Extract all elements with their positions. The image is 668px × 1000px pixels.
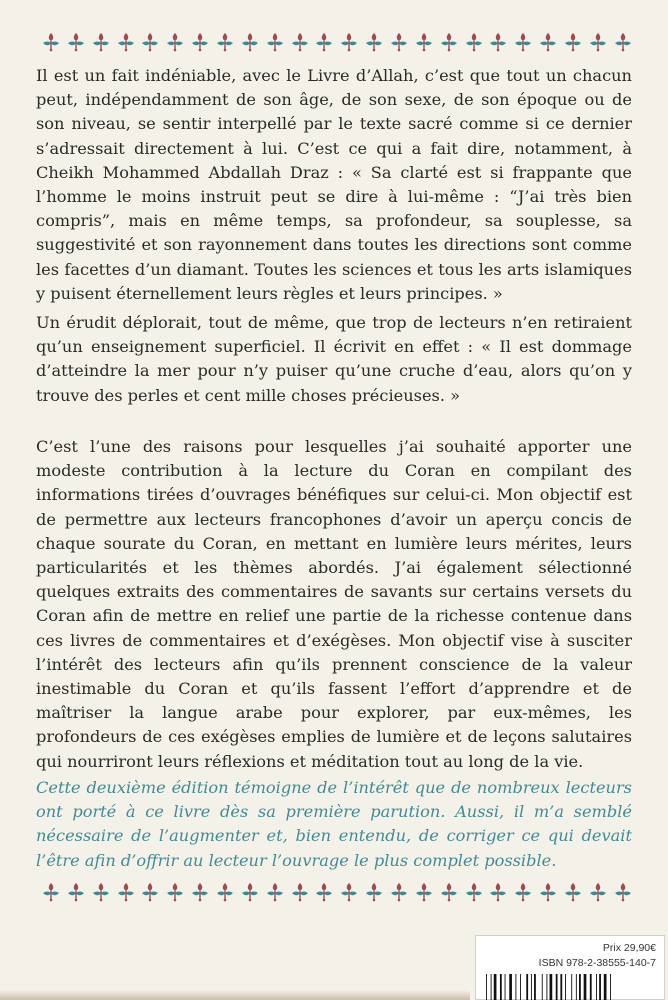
paragraph-second-edition-note: Cette deuxième édition témoigne de l’intérêt que de nombreux lecteurs ont porté à ce livre dès sa première parution. Aussi, il m’a semblé nécessaire de l’augmenter et, bien entendu, de corriger ce qui devait l’être afin d’offrir au lecteur l’ouvrage le plus complet possible. [36, 778, 632, 870]
floral-ornament-icon [537, 880, 559, 902]
floral-ornament-icon [413, 30, 435, 52]
isbn-text: ISBN 978-2-38555-140-7 [538, 957, 656, 969]
floral-ornament-icon [463, 30, 485, 52]
floral-ornament-icon [388, 880, 410, 902]
paragraph-intro: Il est un fait indéniable, avec le Livre d’Allah, c’est que tout un chacun peut, indépendamment de son âge, de son sexe, de son époque ou de son niveau, se sentir interpellé par le texte sacré comme si ce dernier s’adressait directement à lui. C’est ce qui a fait dire, notamment, à Cheikh Mohammed Abdallah Draz : « Sa clarté est si frappante que l’homme le moins instruit peut se dire à lui-même : “J’ai très bien compris”, mais en même temps, sa profondeur, sa souplesse, sa suggestivité et son rayonnement dans toutes les directions sont comme les facettes d’un diamant. Toutes les sciences et tous les arts islamiques y puisent éternellement leurs règles et leurs principes. » [36, 66, 632, 303]
floral-ornament-icon [139, 880, 161, 902]
floral-ornament-icon [90, 30, 112, 52]
floral-ornament-icon [413, 880, 435, 902]
floral-ornament-icon [388, 30, 410, 52]
floral-ornament-icon [264, 880, 286, 902]
floral-ornament-icon [189, 880, 211, 902]
floral-ornament-icon [313, 880, 335, 902]
floral-ornament-icon [90, 880, 112, 902]
paragraph-scholar-quote: Un érudit déplorait, tout de même, que trop de lecteurs n’en retiraient qu’un enseignement superficiel. Il écrivit en effet : « Il est dommage d’atteindre la mer pour n’y puiser qu’une cruche d’eau, alors qu’on y trouve des perles et cent mille choses précieuses. » [36, 313, 632, 405]
floral-ornament-icon [40, 30, 62, 52]
floral-ornament-icon [214, 880, 236, 902]
price-text: Prix 29,90€ [602, 942, 656, 954]
floral-ornament-icon [463, 880, 485, 902]
floral-ornament-icon [289, 880, 311, 902]
floral-ornament-icon [487, 880, 509, 902]
floral-ornament-icon [313, 30, 335, 52]
floral-ornament-icon [537, 30, 559, 52]
floral-ornament-icon [40, 880, 62, 902]
floral-ornament-icon [512, 30, 534, 52]
floral-ornament-icon [239, 880, 261, 902]
floral-ornament-icon [562, 880, 584, 902]
floral-ornament-icon [438, 30, 460, 52]
top-ornamental-border [40, 30, 634, 52]
bottom-ornamental-border [40, 880, 634, 902]
floral-ornament-icon [587, 880, 609, 902]
bottom-edge-strip [0, 990, 470, 1000]
floral-ornament-icon [338, 30, 360, 52]
barcode-label [475, 935, 665, 1000]
floral-ornament-icon [612, 30, 634, 52]
floral-ornament-icon [487, 30, 509, 52]
floral-ornament-icon [65, 30, 87, 52]
floral-ornament-icon [239, 30, 261, 52]
floral-ornament-icon [164, 30, 186, 52]
floral-ornament-icon [587, 30, 609, 52]
floral-ornament-icon [115, 880, 137, 902]
floral-ornament-icon [438, 880, 460, 902]
floral-ornament-icon [65, 880, 87, 902]
barcode-graphic [484, 974, 660, 1000]
floral-ornament-icon [512, 880, 534, 902]
floral-ornament-icon [289, 30, 311, 52]
floral-ornament-icon [264, 30, 286, 52]
floral-ornament-icon [164, 880, 186, 902]
floral-ornament-icon [115, 30, 137, 52]
floral-ornament-icon [363, 30, 385, 52]
floral-ornament-icon [214, 30, 236, 52]
paragraph-author-objective: C’est l’une des raisons pour lesquelles j’ai souhaité apporter une modeste contribution à la lecture du Coran en compilant des informations tirées d’ouvrages bénéfiques sur celui-ci. Mon objectif est de permettre aux lecteurs francophones d’avoir un aperçu concis de chaque sourate du Coran, en mettant en lumière leurs mérites, leurs particularités et les thèmes abordés. J’ai également sélectionné quelques extraits des commentaires de savants sur certains versets du Coran afin de mettre en relief une partie de la richesse contenue dans ces livres de commentaires et d’exégèses. Mon objectif vise à susciter l’intérêt des lecteurs afin qu’ils prennent conscience de la valeur inestimable du Coran et qu’ils fassent l’effort d’apprendre et de maîtriser la langue arabe pour explorer, par eux-mêmes, les profondeurs de ces exégèses emplies de lumière et de leçons salutaires qui nourriront leurs réflexions et méditation tout au long de la vie. [36, 437, 632, 771]
floral-ornament-icon [139, 30, 161, 52]
floral-ornament-icon [189, 30, 211, 52]
floral-ornament-icon [612, 880, 634, 902]
floral-ornament-icon [562, 30, 584, 52]
floral-ornament-icon [338, 880, 360, 902]
floral-ornament-icon [363, 880, 385, 902]
